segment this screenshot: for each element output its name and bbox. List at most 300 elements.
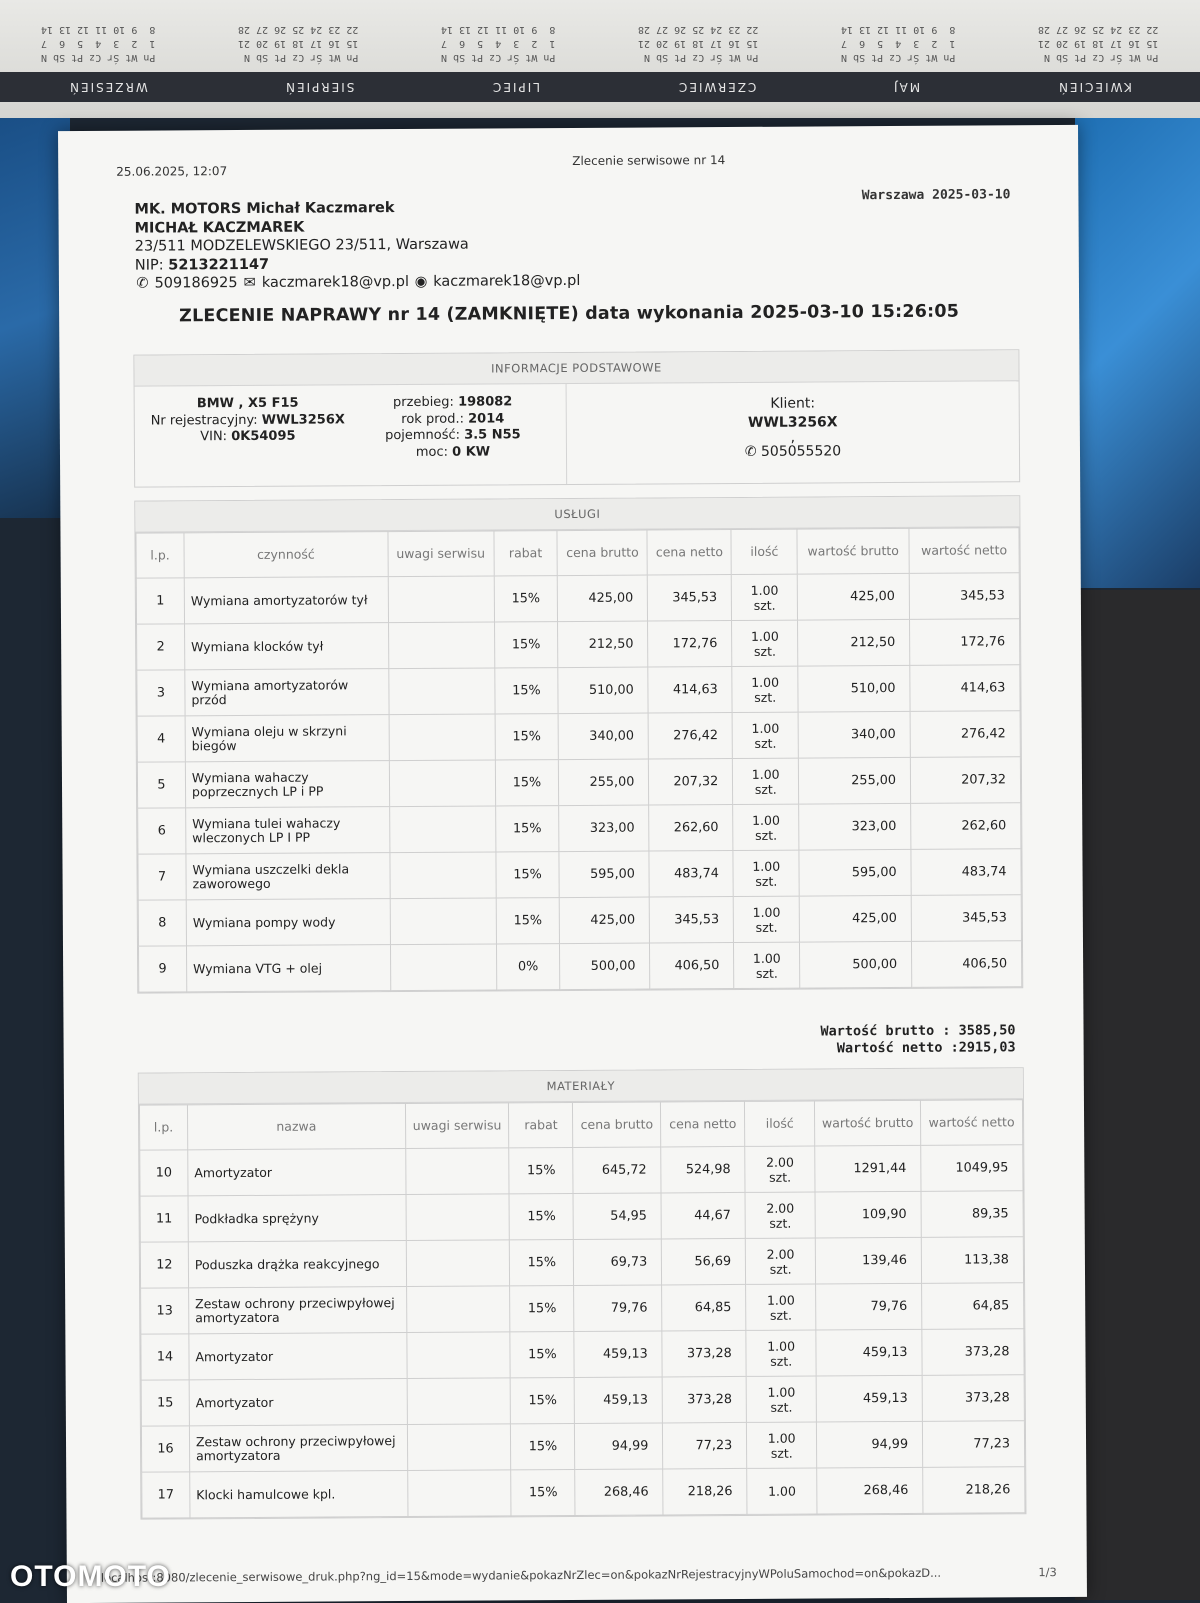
row-number: 13 xyxy=(141,1288,189,1334)
vehicle-capacity xyxy=(353,427,553,445)
item-note xyxy=(389,806,495,853)
item-quantity xyxy=(733,804,799,850)
item-note xyxy=(390,852,496,899)
materials-column-header: rabat xyxy=(509,1102,573,1147)
item-gross-price: 425,00 xyxy=(560,897,650,944)
row-number: 14 xyxy=(141,1334,189,1380)
item-value-gross: 139,46 xyxy=(815,1237,921,1284)
background-calendar xyxy=(0,0,1200,118)
company-email: kaczmarek18@vp.pl xyxy=(261,273,410,291)
item-name: Wymiana oleju w skrzyni biegów xyxy=(185,715,389,762)
item-discount: 15% xyxy=(510,1285,574,1331)
services-column-header: uwagi serwisu xyxy=(388,531,494,577)
item-gross-price: 268,46 xyxy=(575,1469,663,1516)
row-number: 10 xyxy=(140,1150,188,1196)
quantity-value: 1.00 xyxy=(751,766,780,782)
materials-header-row xyxy=(139,1100,1022,1150)
order-heading: ZLECENIE NAPRAWY nr 14 (ZAMKNIĘTE) data wykonania 2025-03-10 15:26:05 xyxy=(179,301,960,327)
item-name: Wymiana VTG + olej xyxy=(186,945,390,992)
services-column-header: cena netto xyxy=(647,530,731,576)
item-gross-price: 459,13 xyxy=(574,1377,662,1424)
item-value-net: 113,38 xyxy=(921,1237,1023,1284)
row-number: 7 xyxy=(138,854,186,900)
services-body xyxy=(136,573,1022,992)
item-value-net: 373,28 xyxy=(922,1329,1024,1376)
quantity-value: 1.00 xyxy=(752,904,781,920)
item-name: Wymiana wahaczy poprzecznych LP i PP xyxy=(185,761,389,808)
materials-row xyxy=(140,1191,1023,1242)
item-value-gross: 340,00 xyxy=(798,711,910,758)
materials-column-header: wartość netto xyxy=(920,1100,1022,1146)
item-net-price: 218,26 xyxy=(663,1468,747,1515)
item-note xyxy=(388,622,494,669)
item-net-price: 207,32 xyxy=(649,759,733,806)
item-quantity xyxy=(746,1330,816,1376)
quantity-value: 1.00 xyxy=(752,858,781,874)
materials-column-header: wartość brutto xyxy=(815,1100,921,1146)
nip-label: NIP: xyxy=(134,256,164,274)
item-name: Klocki hamulcowe kpl. xyxy=(190,1471,408,1518)
vehicle-identity xyxy=(143,395,353,476)
item-discount: 15% xyxy=(510,1331,574,1377)
item-discount: 15% xyxy=(495,714,559,760)
item-net-price: 44,67 xyxy=(661,1192,745,1239)
mileage-label: przebieg: xyxy=(392,394,454,411)
item-name: Zestaw ochrony przeciwpyłowej amortyzatora xyxy=(189,1425,407,1472)
item-note xyxy=(389,714,495,761)
nip-value: 5213221147 xyxy=(168,256,270,273)
materials-row xyxy=(141,1375,1024,1426)
item-quantity xyxy=(746,1284,816,1330)
quantity-unit: szt. xyxy=(769,1215,792,1231)
item-value-net: 1049,95 xyxy=(921,1145,1023,1192)
otomoto-watermark: OTOMOTO xyxy=(10,1560,171,1593)
item-quantity xyxy=(747,1468,817,1514)
materials-section xyxy=(138,1067,1027,1519)
client-info xyxy=(567,381,1020,484)
row-number: 9 xyxy=(138,946,186,992)
item-gross-price: 212,50 xyxy=(558,621,648,668)
row-number: 1 xyxy=(136,578,184,624)
materials-row xyxy=(141,1283,1024,1334)
item-discount: 15% xyxy=(509,1193,573,1239)
item-quantity xyxy=(733,850,799,896)
row-number: 5 xyxy=(137,762,185,808)
power-label: moc: xyxy=(415,444,449,460)
quantity-unit: szt. xyxy=(755,965,778,981)
item-note xyxy=(390,898,496,945)
item-discount: 15% xyxy=(495,852,559,898)
item-discount: 15% xyxy=(511,1377,575,1423)
year-label: rok prod.: xyxy=(401,411,465,427)
item-gross-price: 459,13 xyxy=(574,1331,662,1378)
quantity-unit: szt. xyxy=(770,1445,793,1461)
quantity-value: 1.00 xyxy=(751,674,780,690)
item-value-gross: 425,00 xyxy=(799,895,911,942)
row-number: 8 xyxy=(138,900,186,946)
materials-column-header: uwagi serwisu xyxy=(405,1103,509,1149)
item-name: Wymiana pompy wody xyxy=(186,899,390,946)
materials-column-header: l.p. xyxy=(139,1105,187,1150)
item-quantity xyxy=(746,1238,816,1284)
item-discount: 15% xyxy=(494,668,558,714)
services-row xyxy=(138,895,1021,946)
item-name: Wymiana tulei wahaczy wleczonych LP I PP xyxy=(186,807,390,854)
row-number: 2 xyxy=(137,624,185,670)
item-discount: 15% xyxy=(511,1423,575,1469)
item-note xyxy=(406,1194,510,1241)
item-value-gross: 323,00 xyxy=(799,803,911,850)
item-value-net: 207,32 xyxy=(910,757,1020,804)
capacity-label: pojemność: xyxy=(385,427,461,444)
calendar-month-label: LIPIEC xyxy=(491,80,541,94)
item-gross-price: 255,00 xyxy=(559,759,649,806)
phone-icon: ✆ xyxy=(136,275,149,292)
item-quantity xyxy=(733,896,799,942)
item-quantity xyxy=(746,1376,816,1422)
item-note xyxy=(407,1378,511,1425)
item-value-gross: 255,00 xyxy=(799,757,911,804)
vehicle-info xyxy=(135,384,568,487)
vehicle-mileage xyxy=(353,394,553,412)
service-order-printout xyxy=(58,125,1087,1603)
item-name: Podkładka sprężyny xyxy=(188,1195,406,1242)
services-row xyxy=(138,849,1021,900)
materials-row xyxy=(142,1467,1025,1518)
print-url: localhost:8080/zlecenie_serwisowe_druk.php?ng_id=15&mode=wydanie&pokazNrZlec=on&pokazNrRejestracyjnyWPoluSamochod=on&pokazD... xyxy=(100,1565,942,1585)
quantity-value: 2.00 xyxy=(766,1246,795,1262)
phone-icon: ✆ xyxy=(744,443,757,460)
item-net-price: 524,98 xyxy=(661,1146,745,1193)
basic-info-title: INFORMACJE PODSTAWOWE xyxy=(134,350,1018,386)
item-gross-price: 340,00 xyxy=(558,713,648,760)
item-value-gross: 425,00 xyxy=(797,573,909,620)
item-net-price: 345,53 xyxy=(650,897,734,944)
client-separator: , xyxy=(790,429,796,446)
calendar-block: Pn Wt Śr Cz Pt Sb N 15 16 17 18 19 20 21 22 23 24 25 26 27 28 xyxy=(1038,24,1159,63)
registration-label: Nr rejestracyjny: xyxy=(150,412,258,429)
item-note xyxy=(390,944,496,991)
background-right xyxy=(1075,118,1200,588)
vehicle-power xyxy=(353,444,553,462)
company-contact xyxy=(135,272,581,293)
quantity-unit: szt. xyxy=(753,643,776,659)
item-value-gross: 212,50 xyxy=(798,619,910,666)
services-column-header: wartość brutto xyxy=(797,528,909,574)
item-quantity xyxy=(732,574,798,620)
item-net-price: 406,50 xyxy=(650,943,734,990)
basic-info-box xyxy=(135,381,1020,486)
item-note xyxy=(407,1424,511,1471)
item-value-net: 77,23 xyxy=(922,1421,1024,1468)
services-column-header: ilość xyxy=(731,529,797,574)
item-discount: 15% xyxy=(494,576,558,622)
envelope-icon: ✉ xyxy=(243,274,256,291)
item-value-gross: 459,13 xyxy=(816,1329,922,1376)
calendar-month-label: KWIECIEŃ xyxy=(1056,80,1132,94)
quantity-unit: szt. xyxy=(769,1169,792,1185)
city-date: Warszawa 2025-03-10 xyxy=(861,187,1011,204)
item-value-net: 276,42 xyxy=(910,711,1020,758)
item-discount: 15% xyxy=(496,898,560,944)
item-value-net: 373,28 xyxy=(922,1375,1024,1422)
company-block xyxy=(134,198,580,293)
item-quantity xyxy=(745,1146,815,1192)
item-gross-price: 323,00 xyxy=(559,805,649,852)
calendar-block: Pn Wt Śr Cz Pt Sb N 15 16 17 18 19 20 21 22 23 24 25 26 27 28 xyxy=(638,24,759,63)
services-column-header: l.p. xyxy=(136,533,184,578)
item-value-gross: 109,90 xyxy=(815,1191,921,1238)
item-value-gross: 94,99 xyxy=(817,1421,923,1468)
item-note xyxy=(389,760,495,807)
item-quantity xyxy=(732,712,798,758)
services-row xyxy=(137,619,1020,670)
quantity-unit: szt. xyxy=(755,827,778,843)
company-address: 23/511 MODZELEWSKIEGO 23/511, Warszawa xyxy=(134,236,469,255)
print-timestamp: 25.06.2025, 12:07 xyxy=(116,164,228,179)
services-header-row xyxy=(136,528,1019,578)
document-title: Zlecenie serwisowe nr 14 xyxy=(572,153,726,168)
item-note xyxy=(406,1286,510,1333)
item-net-price: 345,53 xyxy=(648,575,732,622)
item-name: Wymiana amortyzatorów przód xyxy=(185,669,389,716)
services-column-header: wartość netto xyxy=(909,528,1019,574)
quantity-value: 1.00 xyxy=(767,1384,796,1400)
company-www: kaczmarek18@vp.pl xyxy=(433,272,581,290)
item-net-price: 77,23 xyxy=(663,1422,747,1469)
calendar-block: Pn Wt Śr Cz Pt Sb N 1 2 3 4 5 6 7 8 9 10 11 12 13 14 xyxy=(41,24,156,63)
item-name: Wymiana klocków tył xyxy=(184,623,388,670)
item-net-price: 373,28 xyxy=(662,1330,746,1377)
materials-title: MATERIAŁY xyxy=(139,1068,1023,1104)
quantity-value: 1.00 xyxy=(750,582,779,598)
quantity-unit: szt. xyxy=(754,689,777,705)
services-column-header: cena brutto xyxy=(557,530,647,576)
services-row xyxy=(138,941,1021,992)
item-net-price: 64,85 xyxy=(662,1284,746,1331)
client-phone-line xyxy=(567,441,1019,463)
vehicle-specs xyxy=(353,394,553,475)
row-number: 12 xyxy=(140,1242,188,1288)
item-net-price: 172,76 xyxy=(648,621,732,668)
item-gross-price: 79,76 xyxy=(574,1285,662,1332)
quantity-value: 2.00 xyxy=(766,1154,794,1170)
vin-value: 0K54095 xyxy=(231,428,296,445)
item-quantity xyxy=(745,1192,815,1238)
item-note xyxy=(406,1332,510,1379)
materials-column-header: ilość xyxy=(745,1101,815,1146)
vehicle-vin xyxy=(143,428,353,446)
quantity-unit: szt. xyxy=(755,919,778,935)
services-section xyxy=(134,495,1023,993)
services-totals xyxy=(820,1022,1015,1057)
page-number: 1/3 xyxy=(1038,1565,1057,1580)
item-net-price: 56,69 xyxy=(662,1238,746,1285)
item-note xyxy=(407,1470,511,1517)
quantity-unit: szt. xyxy=(754,781,777,797)
item-name: Amortyzator xyxy=(189,1333,407,1380)
calendar-month-label: MAJ xyxy=(892,80,921,94)
item-value-gross: 510,00 xyxy=(798,665,910,712)
item-quantity xyxy=(732,666,798,712)
item-name: Zestaw ochrony przeciwpyłowej amortyzatora xyxy=(189,1287,407,1334)
item-value-net: 218,26 xyxy=(923,1467,1025,1514)
quantity-value: 1.00 xyxy=(752,950,781,966)
basic-info-section xyxy=(133,349,1020,487)
item-discount: 15% xyxy=(510,1239,574,1285)
company-phone: 509186925 xyxy=(154,275,238,292)
quantity-unit: szt. xyxy=(755,873,778,889)
services-row xyxy=(137,757,1020,808)
row-number: 3 xyxy=(137,670,185,716)
services-column-header: rabat xyxy=(493,531,557,576)
item-gross-price: 69,73 xyxy=(574,1239,662,1286)
client-label: Klient: xyxy=(770,395,816,412)
calendar-block: Pn Wt Śr Cz Pt Sb N 1 2 3 4 5 6 7 8 9 10 11 12 13 14 xyxy=(441,24,556,63)
item-value-net: 345,53 xyxy=(909,573,1019,620)
materials-row xyxy=(141,1421,1024,1472)
materials-body xyxy=(140,1145,1025,1518)
item-value-gross: 595,00 xyxy=(799,849,911,896)
item-gross-price: 510,00 xyxy=(558,667,648,714)
services-table xyxy=(135,527,1022,992)
item-quantity xyxy=(733,758,799,804)
item-note xyxy=(406,1240,510,1287)
item-gross-price: 645,72 xyxy=(573,1147,661,1194)
company-owner: MICHAŁ KACZMAREK xyxy=(134,219,305,237)
quantity-value: 1.00 xyxy=(768,1483,796,1499)
quantity-value: 1.00 xyxy=(767,1430,796,1446)
materials-column-header: cena brutto xyxy=(573,1102,661,1148)
vehicle-registration xyxy=(143,412,353,430)
item-net-price: 276,42 xyxy=(648,713,732,760)
item-value-gross: 1291,44 xyxy=(815,1145,921,1192)
quantity-unit: szt. xyxy=(753,597,776,613)
item-value-net: 172,76 xyxy=(910,619,1020,666)
services-title: USŁUGI xyxy=(135,496,1019,532)
item-name: Poduszka drążka reakcyjnego xyxy=(188,1241,406,1288)
calendar-month-label: SIERPIEŃ xyxy=(284,80,355,94)
row-number: 15 xyxy=(141,1380,189,1426)
vehicle-year xyxy=(353,411,553,429)
item-name: Amortyzator xyxy=(189,1379,407,1426)
company-name: MK. MOTORS Michał Kaczmarek xyxy=(134,200,395,218)
item-quantity xyxy=(732,620,798,666)
item-value-net: 414,63 xyxy=(910,665,1020,712)
item-net-price: 373,28 xyxy=(662,1376,746,1423)
services-row xyxy=(138,803,1021,854)
materials-column-header: nazwa xyxy=(187,1104,405,1150)
quantity-value: 1.00 xyxy=(751,812,780,828)
item-note xyxy=(388,668,494,715)
item-value-net: 483,74 xyxy=(911,849,1021,896)
quantity-unit: szt. xyxy=(754,735,777,751)
item-note xyxy=(388,576,494,623)
calendar-months xyxy=(0,72,1200,102)
quantity-unit: szt. xyxy=(770,1399,793,1415)
capacity-value: 3.5 N55 xyxy=(464,427,521,443)
item-net-price: 414,63 xyxy=(648,667,732,714)
item-name: Amortyzator xyxy=(188,1149,406,1196)
quantity-value: 1.00 xyxy=(751,720,780,736)
mileage-value: 198082 xyxy=(458,394,513,410)
row-number: 11 xyxy=(140,1196,188,1242)
services-row xyxy=(136,573,1019,624)
item-net-price: 262,60 xyxy=(649,805,733,852)
calendar-block: Pn Wt Śr Cz Pt Sb N 15 16 17 18 19 20 21 22 23 24 25 26 27 28 xyxy=(238,24,359,63)
item-discount: 15% xyxy=(511,1469,575,1515)
quantity-value: 1.00 xyxy=(767,1338,796,1354)
item-gross-price: 54,95 xyxy=(573,1193,661,1240)
item-gross-price: 595,00 xyxy=(559,851,649,898)
item-value-net: 89,35 xyxy=(921,1191,1023,1238)
quantity-unit: szt. xyxy=(769,1261,792,1277)
item-name: Wymiana uszczelki dekla zaworowego xyxy=(186,853,390,900)
power-value: 0 KW xyxy=(452,443,491,460)
calendar-block: Pn Wt Śr Cz Pt Sb N 1 2 3 4 5 6 7 8 9 10 11 12 13 14 xyxy=(841,24,956,63)
calendar-month-label: CZERWIEC xyxy=(676,80,756,94)
item-net-price: 483,74 xyxy=(649,851,733,898)
materials-row xyxy=(140,1237,1023,1288)
client-name: WWL3256X xyxy=(747,414,838,431)
services-column-header: czynność xyxy=(184,532,388,578)
vehicle-model: BMW , X5 F15 xyxy=(196,395,299,412)
quantity-value: 1.00 xyxy=(766,1292,795,1308)
quantity-unit: szt. xyxy=(770,1353,793,1369)
quantity-value: 2.00 xyxy=(766,1200,795,1216)
item-note xyxy=(405,1148,509,1195)
calendar-month-label: WRZESIEŃ xyxy=(68,80,148,94)
quantity-value: 1.00 xyxy=(750,628,779,644)
item-value-gross: 500,00 xyxy=(800,941,912,988)
item-value-gross: 79,76 xyxy=(816,1283,922,1330)
item-name: Wymiana amortyzatorów tył xyxy=(184,577,388,624)
services-row xyxy=(137,711,1020,762)
item-gross-price: 500,00 xyxy=(560,943,650,990)
item-value-gross: 268,46 xyxy=(817,1467,923,1514)
materials-column-header: cena netto xyxy=(661,1101,745,1147)
item-discount: 0% xyxy=(496,944,560,990)
client-phone: 505055520 xyxy=(760,443,842,460)
item-discount: 15% xyxy=(509,1147,573,1193)
materials-row xyxy=(140,1145,1023,1196)
background-right-lower xyxy=(1075,590,1200,1600)
item-gross-price: 425,00 xyxy=(558,575,648,622)
item-value-net: 345,53 xyxy=(911,895,1021,942)
item-value-net: 64,85 xyxy=(922,1283,1024,1330)
quantity-unit: szt. xyxy=(769,1307,792,1323)
registration-value: WWL3256X xyxy=(261,411,345,428)
item-value-net: 406,50 xyxy=(912,941,1022,988)
row-number: 6 xyxy=(138,808,186,854)
services-total-gross: Wartość brutto : 3585,50 xyxy=(820,1022,1016,1040)
vin-label: VIN: xyxy=(200,429,228,445)
row-number: 4 xyxy=(137,716,185,762)
item-quantity xyxy=(747,1422,817,1468)
item-value-gross: 459,13 xyxy=(816,1375,922,1422)
materials-row xyxy=(141,1329,1024,1380)
year-value: 2014 xyxy=(468,410,505,427)
item-gross-price: 94,99 xyxy=(575,1423,663,1470)
item-quantity xyxy=(734,942,800,988)
services-total-net: Wartość netto :2915,03 xyxy=(836,1039,1016,1057)
item-discount: 15% xyxy=(495,806,559,852)
calendar-days xyxy=(0,0,1200,70)
item-value-net: 262,60 xyxy=(911,803,1021,850)
row-number: 16 xyxy=(141,1426,189,1472)
item-discount: 15% xyxy=(494,622,558,668)
item-discount: 15% xyxy=(495,760,559,806)
